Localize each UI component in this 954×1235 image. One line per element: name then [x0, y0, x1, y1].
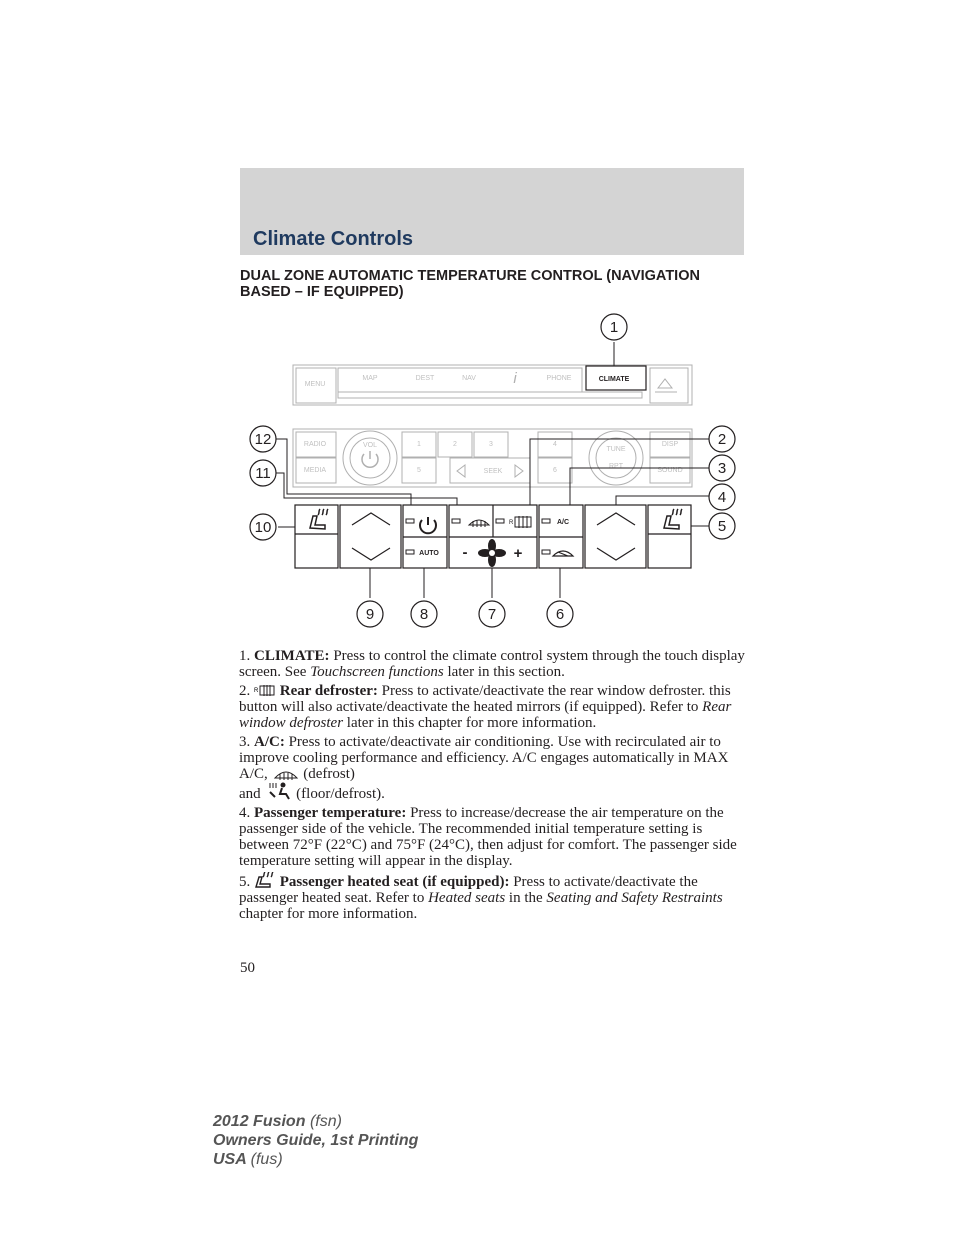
list-item-climate: 1. CLIMATE: Press to control the climate control system through the touch display screen. See Touchscreen functions later in this section. [239, 648, 745, 680]
preset-5-label: 5 [417, 467, 421, 474]
fan-increase-button[interactable]: + [513, 545, 523, 562]
preset-4-label: 4 [553, 441, 557, 448]
driver-temperature-button[interactable] [340, 505, 401, 568]
radio-label: RADIO [303, 441, 327, 448]
heated-seat-icon-inline [254, 872, 276, 888]
eject-button[interactable] [650, 368, 688, 403]
callout-12-label: 12 [254, 431, 272, 448]
sound-label: SOUND [657, 467, 683, 474]
svg-text:R: R [254, 688, 259, 694]
list-item-ac: 3. A/C: Press to activate/deactivate air conditioning. Use with recirculated air to improve cooling performance and efficiency. A/C engages automatically in MAX A/C, (defrost) and (floor/defrost). [239, 734, 729, 802]
callout-10-label: 10 [254, 519, 272, 536]
floor-defrost-icon-inline [264, 782, 292, 800]
rear-defrost-icon-inline [254, 685, 276, 697]
power-icon-faded [362, 451, 378, 467]
callout-3-label: 3 [717, 460, 727, 477]
callout-2-label: 2 [717, 431, 727, 448]
power-icon [420, 517, 436, 533]
info-icon: i [513, 370, 517, 387]
nav-label: NAV [462, 375, 476, 382]
disp-label: DISP [661, 441, 679, 448]
auto-label: AUTO [419, 550, 439, 557]
media-label: MEDIA [303, 467, 327, 474]
section-heading: DUAL ZONE AUTOMATIC TEMPERATURE CONTROL (NAVIGATION BASED – IF EQUIPPED) [240, 268, 700, 300]
phone-label: PHONE [546, 375, 572, 382]
list-item-rear-defroster: 2. R Rear defroster: Press to activate/deactivate the rear window defroster. this button will also activate/deactivate the heated mirrors (if equipped). Refer to Rear window defroster later in this chapter for more information. [239, 683, 732, 731]
eject-icon [655, 379, 677, 392]
fan-icon [478, 539, 506, 567]
callout-5-label: 5 [717, 518, 727, 535]
footer: 2012 Fusion (fsn) Owners Guide, 1st Printing USA (fus) [213, 1113, 419, 1168]
preset-6-label: 6 [553, 467, 557, 474]
rpt-label: RPT [609, 463, 623, 470]
callout-11-label: 11 [255, 465, 271, 482]
passenger-temperature-button[interactable] [585, 505, 646, 568]
ac-label: A/C [556, 519, 570, 526]
page-number: 50 [240, 960, 255, 976]
page-title: Climate Controls [253, 228, 414, 250]
callout-4-label: 4 [717, 489, 727, 506]
tune-label: TUNE [606, 446, 626, 453]
climate-control-diagram [240, 305, 750, 635]
driver-heated-seat-button[interactable] [295, 505, 338, 568]
front-defrost-icon [469, 520, 489, 527]
passenger-heated-seat-button[interactable] [648, 505, 691, 568]
callout-6-label: 6 [555, 606, 565, 623]
menu-label: MENU [304, 381, 326, 388]
preset-3-label: 3 [489, 441, 493, 448]
dest-label: DEST [415, 375, 435, 382]
disc-slot [338, 392, 642, 398]
body-text [239, 648, 745, 925]
seek-label: SEEK [483, 468, 503, 475]
list-item-passenger-heated-seat: 5. Passenger heated seat (if equipped): Press to activate/deactivate the passenger heated seat. Refer to Heated seats in the Seating and Safety Restraints chapter for more information. [239, 874, 723, 922]
defrost-icon-inline [272, 766, 300, 780]
vol-label: VOL [362, 442, 378, 449]
map-label: MAP [362, 375, 378, 382]
list-item-passenger-temperature: 4. Passenger temperature: Press to increase/decrease the air temperature on the passenger side of the vehicle. The recommended initial temperature setting is between 72°F (22°C) and 75°F (24°C), then adjust for comfort. The passenger side temperature setting will appear in the display. [239, 805, 737, 869]
callout-8-label: 8 [419, 606, 429, 623]
fan-decrease-button[interactable]: - [462, 544, 468, 561]
rear-defrost-r-label: R [509, 520, 514, 526]
preset-1-label: 1 [417, 441, 421, 448]
callout-9-label: 9 [365, 606, 375, 623]
climate-label: CLIMATE [598, 376, 630, 383]
callout-7-label: 7 [487, 606, 497, 623]
recirculation-icon [553, 551, 573, 556]
preset-2-label: 2 [453, 441, 457, 448]
callout-1-label: 1 [609, 319, 619, 336]
